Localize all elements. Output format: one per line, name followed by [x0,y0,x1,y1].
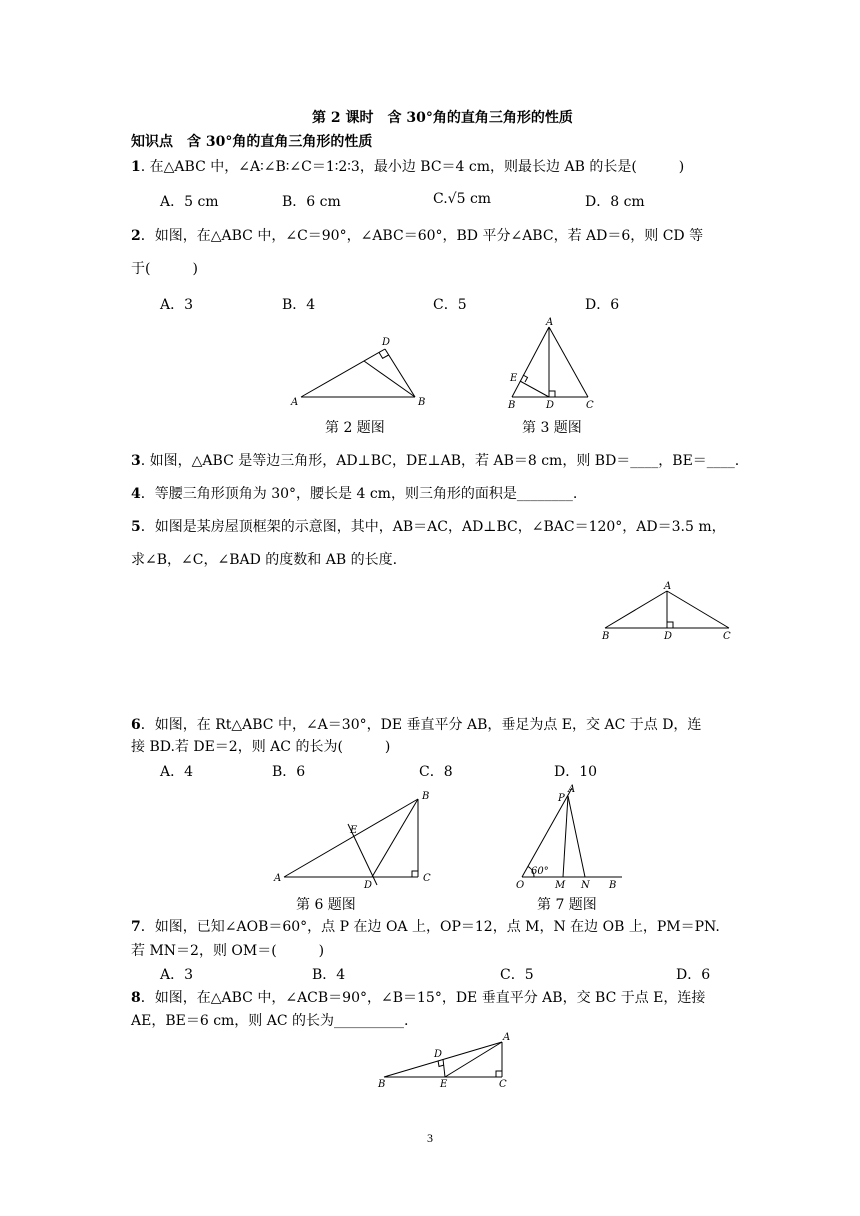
question-text: ．如图，在 Rt△ABC 中，∠A＝30°，DE 垂直平分 AB，垂足为点 E，交 AC 于点 D，连 [140,717,702,733]
fig3-label-e: E [510,373,518,384]
page-title: 第 2 课时 含 30°角的直角三角形的性质 [312,110,573,126]
q7-option-b: B．4 [312,967,346,983]
fig5-label-d: D [664,631,673,642]
fig7-label-m: M [555,880,566,891]
q2-option-b: B．4 [282,297,316,313]
question-4 [131,484,577,504]
fig6-label-e: E [350,825,358,836]
question-number: 2 [131,228,141,244]
question-5 [131,517,726,537]
question-7 [131,917,720,937]
fig8-label-c: C [499,1079,507,1090]
question-number: 4 [131,486,141,502]
q1-option-b: B．6 cm [282,194,341,210]
figure-2 [285,333,435,413]
question-text: ．如图，在△ABC 中，∠ACB＝90°，∠B＝15°，DE 垂直平分 AB，交 BC 于点 E，连接 [140,990,706,1006]
figure-3 [500,315,610,415]
question-8-line-2: AE，BE＝6 cm，则 AC 的长为__________. [131,1013,409,1029]
fig6-label-a: A [274,873,282,884]
fig3-label-b: B [508,400,516,411]
question-2 [131,226,703,246]
page-number: 3 [427,1131,433,1145]
question-6 [131,715,701,735]
question-number: 5 [131,519,141,535]
question-5-line-2: 求∠B，∠C，∠BAD 的度数和 AB 的长度. [131,552,398,568]
question-text: . 在△ABC 中，∠A∶∠B∶∠C＝1∶2∶3，最小边 BC＝4 cm，则最长边 AB 的长是( ) [140,159,685,175]
fig7-label-b: B [609,880,617,891]
fig2-label-c: D [382,337,391,348]
fig7-label-o: O [516,880,525,891]
q6-option-d: D．10 [554,764,598,780]
fig2-label-b: B [418,397,426,408]
q1-option-a: A．5 cm [160,194,219,210]
question-6-line-2: 接 BD.若 DE＝2，则 AC 的长为( ) [131,739,391,755]
fig8-label-a: A [503,1032,511,1043]
fig6-label-c: C [423,873,431,884]
question-number: 6 [131,717,141,733]
question-3 [131,451,739,471]
fig3-label-c: C [586,400,594,411]
fig7-angle-label: 60° [531,866,549,877]
question-text: ．如图是某房屋顶框架的示意图，其中，AB＝AC，AD⊥BC，∠BAC＝120°，AD＝3.5 m， [140,519,726,535]
figure-5 [595,577,740,645]
fig7-label-p: P [558,793,565,804]
question-text: . 如图，△ABC 是等边三角形，AD⊥BC，DE⊥AB，若 AB＝8 cm，则 BD＝____，BE＝____. [140,453,740,469]
fig3-label-a: A [546,317,554,328]
q2-option-a: A．3 [160,297,194,313]
figure-2-caption: 第 2 题图 [325,420,385,436]
fig5-label-b: B [602,631,610,642]
fig5-label-c: C [723,631,731,642]
q6-option-c: C．8 [419,764,453,780]
q1-option-d: D．8 cm [585,194,645,210]
figure-6 [270,787,440,892]
q2-option-c: C．5 [433,297,467,313]
section-heading: 知识点 含 30°角的直角三角形的性质 [131,134,373,150]
question-1 [131,157,684,177]
question-2-line-2: 于( ) [131,261,198,277]
question-number: 8 [131,990,141,1006]
question-7-line-2: 若 MN＝2，则 OM＝( ) [131,943,325,959]
question-number: 3 [131,453,141,469]
fig7-label-n: N [581,880,590,891]
fig7-label-a: A [568,784,576,795]
figure-3-caption: 第 3 题图 [522,420,582,436]
question-text: ．等腰三角形顶角为 30°，腰长是 4 cm，则三角形的面积是________. [140,486,578,502]
q6-option-a: A．4 [160,764,194,780]
question-number: 7 [131,919,141,935]
q7-option-d: D．6 [676,967,711,983]
fig8-label-d: D [434,1049,443,1060]
fig3-label-d: D [546,400,555,411]
question-text: ．如图，在△ABC 中，∠C＝90°，∠ABC＝60°，BD 平分∠ABC，若 AD＝6，则 CD 等 [140,228,704,244]
q2-option-d: D．6 [585,297,620,313]
fig8-label-b: B [378,1079,386,1090]
question-text: ．如图，已知∠AOB＝60°，点 P 在边 OA 上，OP＝12，点 M，N 在边 OB 上，PM＝PN. [140,919,720,935]
fig6-label-d: D [364,880,373,891]
figure-7-caption: 第 7 题图 [537,897,597,913]
figure-7 [510,780,630,892]
q1-option-c: C.√5 cm [433,191,492,207]
fig8-label-e: E [440,1079,448,1090]
fig2-label-a: A [291,397,299,408]
figure-8 [372,1030,522,1092]
q6-option-b: B．6 [272,764,306,780]
fig6-label-b: B [422,791,430,802]
figure-6-caption: 第 6 题图 [296,897,356,913]
q7-option-c: C．5 [500,967,534,983]
question-8 [131,988,705,1008]
question-number: 1 [131,159,141,175]
q7-option-a: A．3 [160,967,194,983]
fig5-label-a: A [664,581,672,592]
